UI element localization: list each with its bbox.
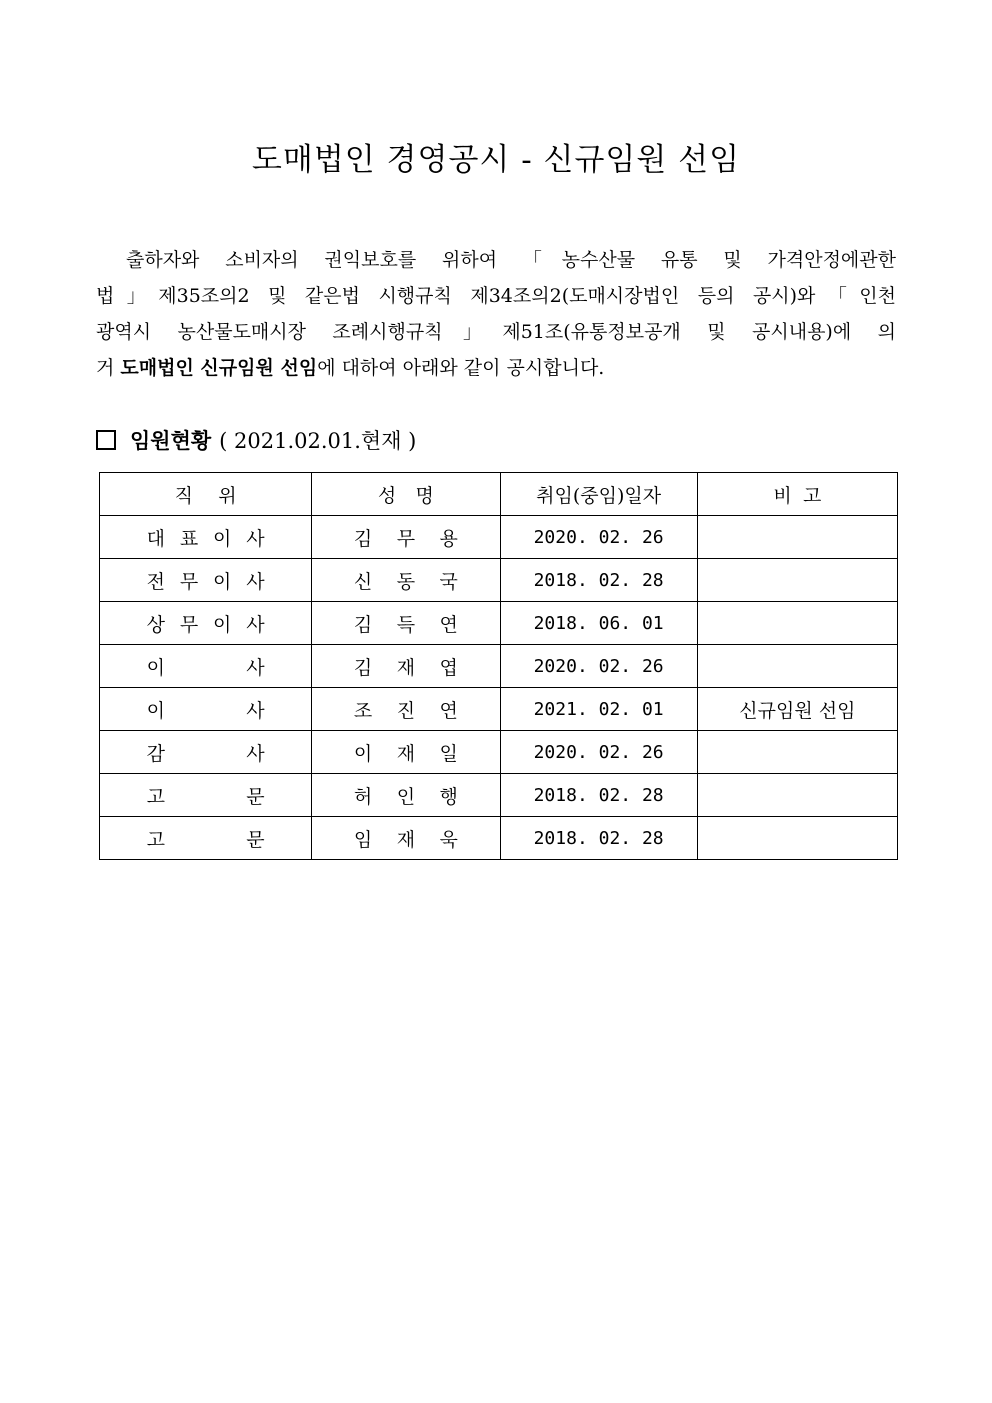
cell-note: 신규임원 선임 — [697, 688, 897, 731]
table-row — [100, 645, 898, 688]
cell-position: 대 표 이 사 — [100, 516, 312, 559]
section-date: ( 2021.02.01.현재 ) — [219, 429, 417, 453]
section-heading — [96, 424, 416, 456]
table-row — [100, 688, 898, 731]
paragraph-line-4-emphasis: 도매법인 신규임원 선임 — [120, 357, 318, 379]
table-header-row — [100, 473, 898, 516]
table-row — [100, 817, 898, 860]
cell-position: 감 사 — [100, 731, 312, 774]
notice-paragraph — [96, 242, 896, 386]
cell-name: 조 진 연 — [312, 688, 500, 731]
paragraph-line-3: 광역시 농산물도매시장 조례시행규칙」제51조(유통정보공개 및 공시내용)에 의 — [96, 321, 896, 343]
cell-name: 김 무 용 — [312, 516, 500, 559]
cell-position: 고 문 — [100, 774, 312, 817]
cell-note — [697, 731, 897, 774]
cell-date: 2018. 02. 28 — [500, 559, 697, 602]
cell-position: 고 문 — [100, 817, 312, 860]
checkbox-icon — [96, 430, 116, 450]
paragraph-line-4-prefix: 거 — [96, 357, 121, 379]
cell-date: 2020. 02. 26 — [500, 516, 697, 559]
cell-name: 임 재 욱 — [312, 817, 500, 860]
cell-position: 전 무 이 사 — [100, 559, 312, 602]
cell-note — [697, 559, 897, 602]
cell-name: 김 재 엽 — [312, 645, 500, 688]
cell-date: 2020. 02. 26 — [500, 731, 697, 774]
table-row — [100, 602, 898, 645]
paragraph-line-4 — [96, 350, 896, 386]
header-name: 성 명 — [312, 473, 500, 516]
cell-name: 김 득 연 — [312, 602, 500, 645]
header-date: 취임(중임)일자 — [500, 473, 697, 516]
cell-note — [697, 645, 897, 688]
cell-position: 이 사 — [100, 688, 312, 731]
officers-table — [99, 472, 898, 860]
header-position: 직 위 — [100, 473, 312, 516]
cell-position: 상 무 이 사 — [100, 602, 312, 645]
cell-date: 2018. 06. 01 — [500, 602, 697, 645]
cell-date: 2018. 02. 28 — [500, 774, 697, 817]
cell-date: 2021. 02. 01 — [500, 688, 697, 731]
table-row — [100, 516, 898, 559]
cell-note — [697, 817, 897, 860]
cell-name: 허 인 행 — [312, 774, 500, 817]
cell-name: 이 재 일 — [312, 731, 500, 774]
page-title: 도매법인 경영공시 - 신규임원 선임 — [251, 142, 741, 178]
table-row — [100, 774, 898, 817]
table-row — [100, 559, 898, 602]
cell-position: 이 사 — [100, 645, 312, 688]
cell-date: 2018. 02. 28 — [500, 817, 697, 860]
paragraph-line-4-suffix: 에 대하여 아래와 같이 공시합니다. — [317, 357, 605, 379]
cell-note — [697, 602, 897, 645]
cell-name: 신 동 국 — [312, 559, 500, 602]
cell-note — [697, 516, 897, 559]
paragraph-line-1: 출하자와 소비자의 권익보호를 위하여 「농수산물 유통 및 가격안정에관한 — [126, 249, 896, 271]
section-label: 임원현황 — [130, 428, 212, 453]
header-note: 비 고 — [697, 473, 897, 516]
paragraph-line-2: 법」제35조의2 및 같은법 시행규칙 제34조의2(도매시장법인 등의 공시)와「인천 — [96, 285, 896, 307]
cell-date: 2020. 02. 26 — [500, 645, 697, 688]
table-row — [100, 731, 898, 774]
cell-note — [697, 774, 897, 817]
